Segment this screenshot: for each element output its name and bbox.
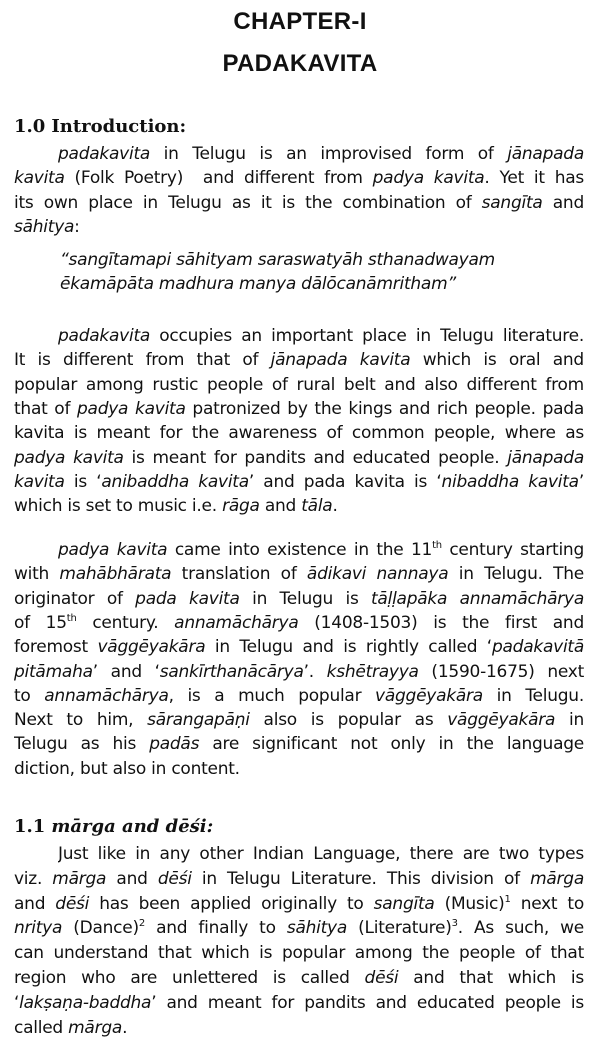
text-line: which is set to music i.e. rāga and tāla. xyxy=(14,496,338,517)
text-line: foremost vāggēyakāra in Telugu and is rightly called ‘padakavitā xyxy=(14,637,584,658)
text-line: kavita is ‘anibaddha kavita’ and pada kavita is ‘nibaddha kavita’ xyxy=(14,471,584,492)
text-line: and dēśi has been applied originally to sangīta (Music)$^1$ next to xyxy=(14,893,584,914)
text-line: kavita is meant for the awareness of common people, where as xyxy=(14,423,584,444)
text-line: region who are unlettered is called dēśi and that which is xyxy=(14,968,584,988)
text-line: diction, but also in content. xyxy=(14,758,240,779)
section-heading-marga-desi xyxy=(14,816,213,837)
section-number: 1.0 xyxy=(14,116,46,137)
section-number: 1.1 xyxy=(14,816,46,837)
text-line: Telugu as his padās are significant not only in the language xyxy=(14,734,584,755)
text-line: can understand that which is popular among the people of that xyxy=(14,943,584,964)
section-heading-introduction xyxy=(14,116,186,137)
text-line: pitāmaha’ and ‘sankīrthanācārya’. kshētrayya (1590-1675) next xyxy=(14,661,584,682)
text-line: Just like in any other Indian Language, there are two types xyxy=(58,844,584,864)
text-line: padakavita occupies an important place in Telugu literature. xyxy=(58,326,584,346)
text-line: padakavita in Telugu is an improvised form of jānapada xyxy=(58,144,584,164)
chapter-title: PADAKAVITA xyxy=(222,50,378,77)
text-line: to annamāchārya, is a much popular vāggēyakāra in Telugu. xyxy=(14,685,584,706)
text-line: that of padya kavita patronized by the kings and rich people. pada xyxy=(14,398,584,419)
text-line: called mārga. xyxy=(14,1017,128,1038)
text-line: popular among rustic people of rural belt and also different from xyxy=(14,374,584,395)
section-title: Introduction: xyxy=(51,116,187,137)
text-line: sāhitya: xyxy=(14,216,80,237)
text-line: its own place in Telugu as it is the combination of sangīta and xyxy=(14,192,584,213)
text-line: padya kavita came into existence in the 11th century starting xyxy=(58,540,584,560)
chapter-number: CHAPTER-I xyxy=(233,8,367,35)
text-line: of 15th century. annamāchārya (1408-1503) is the first and xyxy=(14,612,584,633)
text-line: Next to him, sārangapāṇi also is popular as vāggēyakāra in xyxy=(14,710,584,731)
text-line: padya kavita is meant for pandits and educated people. jānapada xyxy=(14,447,584,468)
section-title: mārga and dēśi: xyxy=(51,816,214,837)
text-line: originator of pada kavita in Telugu is tāḷḷapāka annamāchārya xyxy=(14,588,584,609)
text-line: ēkamāpāta madhura manya dālōcanāmritham” xyxy=(60,274,456,294)
text-line: ‘lakṣaṇa-baddha’ and meant for pandits and educated people is xyxy=(14,992,584,1013)
text-line: “sangītamapi sāhityam saraswatyāh sthanadwayam xyxy=(60,250,495,270)
text-line: viz. mārga and dēśi in Telugu Literature. This division of mārga xyxy=(14,868,584,889)
text-line: It is different from that of jānapada kavita which is oral and xyxy=(14,350,584,371)
text-line: nritya (Dance)$^2$ and finally to sāhitya (Literature)$^3$. As such, we xyxy=(14,918,584,939)
text-line: with mahābhārata translation of ādikavi nannaya in Telugu. The xyxy=(14,564,584,585)
text-line: kavita (Folk Poetry) and different from padya kavita. Yet it has xyxy=(14,168,584,189)
